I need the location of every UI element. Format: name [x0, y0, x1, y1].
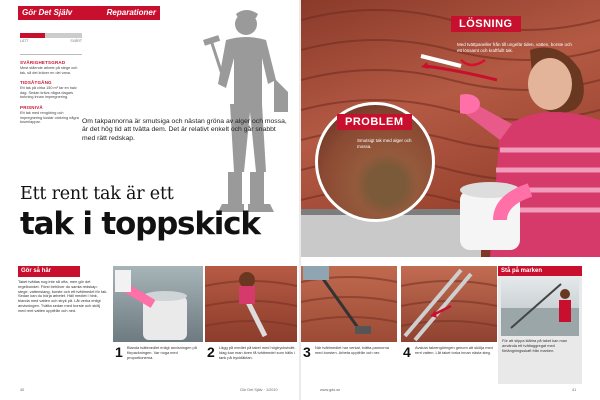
problem-label: PROBLEM — [337, 114, 412, 130]
step-text: Blanda tvättmedlet enligt anvisningen på förpackningen. Var noga med proportionerna. — [127, 345, 197, 360]
footer-website: www.gds.se — [320, 388, 341, 392]
sidebar-block — [20, 80, 82, 100]
bucket-mixing-image — [113, 266, 203, 342]
step-3 — [301, 266, 397, 360]
step-number: 4 — [403, 344, 411, 360]
on-ground-photo — [501, 278, 579, 336]
spraying-roof-image — [205, 266, 297, 342]
difficulty-sidebar — [20, 24, 82, 125]
page-number-right: 41 — [572, 388, 577, 392]
sidebar-text: Ett tak med rengöring och impregnering kostar omkring några tusenlappar. — [20, 110, 79, 125]
sidebar-heading: TIDSÅTGÅNG — [20, 80, 52, 86]
difficulty-rating — [20, 33, 82, 55]
headline-line-1: Ett rent tak är ett — [20, 184, 174, 204]
problem-caption: Smutsigt tak med alger och mossa. — [357, 138, 412, 149]
step-3-photo — [301, 266, 397, 342]
hero-photo — [301, 0, 600, 257]
step-text: När tvättmedlet har verkat, tvätta pannorna med borsten. Arbeta uppifrån och ner. — [315, 345, 389, 355]
how-to-body: Taket tvättas nog inte så ofta, men gör det regelbundet. Först behöver du samla redskap: stege, vattenslang, borste och ett tvättmedel för tak. Sedan kan du börja arbetet. Häll medlet i hink, blanda med vatten och stryk på. Låt verka enligt anvisningen. Tvätta sedan med borste och skölj med rent vatten uppifrån och ned. — [18, 279, 108, 313]
difficulty-bar — [20, 33, 82, 38]
rinsing-roof-image — [401, 266, 497, 342]
step-4-photo — [401, 266, 497, 342]
intro-paragraph: Om takpannorna är smutsiga och nästan gröna av alger och mossa, är det hög tid att tvätta dem. Det är relativt enkelt och går snabbt med rätt redskap. — [82, 118, 287, 142]
brand-label: Gör Det Själv — [22, 8, 73, 17]
woman-cleaning-roof-image — [460, 40, 600, 257]
worker-silhouette-icon — [196, 8, 292, 214]
step-2 — [205, 266, 297, 360]
step-number: 2 — [207, 344, 215, 360]
step-1-photo — [113, 266, 203, 342]
on-ground-heading: Stå på marken — [498, 266, 582, 276]
solution-caption: Med tvättpaneller från till ungefär tiden, vatten, borste och ett lönsamt och kraftfullt tak. — [457, 42, 572, 53]
step-2-photo — [205, 266, 297, 342]
step-4 — [401, 266, 497, 360]
sidebar-block — [20, 60, 82, 75]
headline-line-2: tak i toppskick — [20, 206, 260, 242]
rating-min-label: LÄTT — [20, 39, 29, 43]
on-ground-text: För att slippa klättra på taket kan man använda ett tvättaggregat med förlängningsskaft från marken. — [502, 338, 568, 353]
step-number: 1 — [115, 344, 123, 360]
sidebar-text: Mest stående arbete på stege och tak, så det kräver en del vana. — [20, 66, 78, 75]
step-text: Avsluta takrengöringen genom att skölja med rent vatten. Låt taket torka innan nästa steg. — [415, 345, 493, 355]
sidebar-text: Ett tak på cirka 150 m² tar en halv dag. Sedan krävs några dagars torkning innan impregnering. — [20, 86, 77, 100]
section-header — [18, 6, 160, 20]
step-text: Lägg på medlet på taket med högtryckstvätt. Idag kan man även få tvättmedel som hälls i tank på tryckfäktan. — [219, 345, 296, 360]
solution-label: LÖSNING — [451, 16, 521, 32]
sidebar-block — [20, 105, 82, 125]
footer-magazine-left: Gör Det Själv · 1/2010 — [240, 388, 278, 392]
step-1 — [113, 266, 203, 360]
step-number: 3 — [303, 344, 311, 360]
on-ground-box — [498, 266, 582, 384]
sidebar-heading: SVÅRIGHETSGRAD — [20, 60, 66, 65]
brushing-roof-image — [301, 266, 397, 342]
rating-max-label: SVÅRT — [70, 39, 82, 43]
sidebar-heading: PRISNIVÅ — [20, 104, 43, 110]
section-label: Reparationer — [106, 8, 156, 17]
ground-washing-image — [501, 278, 579, 336]
how-to-heading: Gör så här — [18, 266, 80, 277]
page-number-left: 40 — [20, 388, 25, 392]
